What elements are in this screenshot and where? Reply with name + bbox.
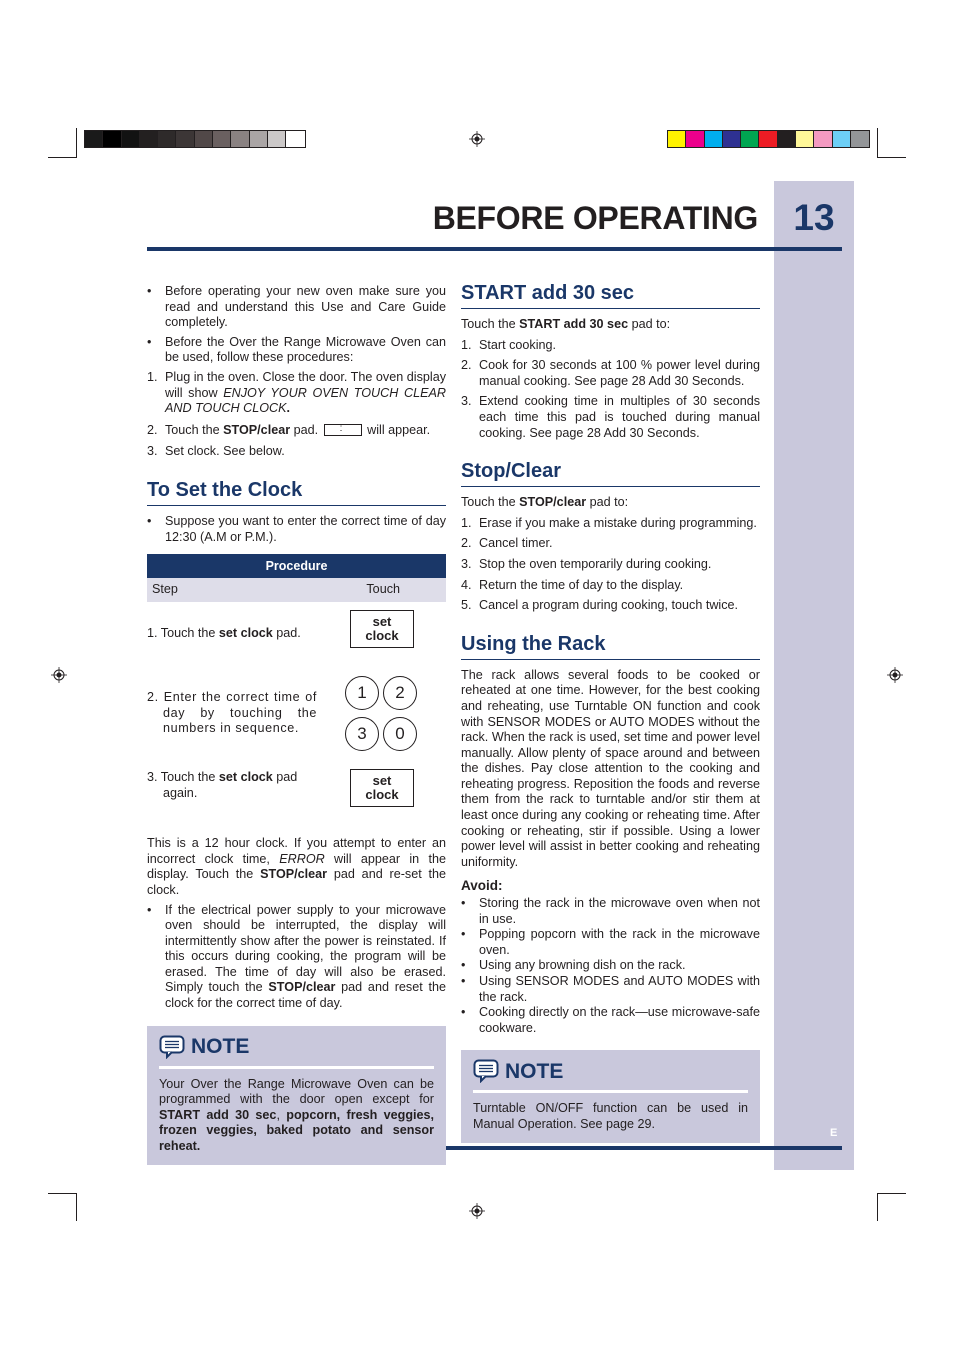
list-item: 5. Cancel a program during cooking, touch twice.: [461, 598, 739, 613]
color-swatch: [103, 131, 121, 147]
color-swatch: [158, 131, 176, 147]
section-heading: START add 30 sec: [461, 281, 760, 309]
side-tab: [774, 181, 854, 1170]
color-swatch: [176, 131, 194, 147]
color-swatch: [140, 131, 158, 147]
crop-mark: [48, 157, 76, 158]
crop-mark: [877, 1193, 878, 1221]
language-tab: E: [830, 1127, 838, 1139]
list-item: 4. Return the time of day to the display.: [461, 577, 684, 592]
digit-key-3: 3: [345, 717, 379, 751]
list-item: • Popping popcorn with the rack in the microwave oven.: [461, 927, 760, 957]
display-symbol: :: [324, 424, 362, 436]
set-clock-key: set clock: [350, 769, 414, 807]
table-row: 2. Enter the correct time of day by touching the numbers in sequence. 1 2 3 0: [147, 666, 446, 754]
header-rule: [147, 247, 842, 251]
note-text: Turntable ON/OFF function can be used in Manual Operation. See page 29.: [473, 1101, 748, 1131]
registration-mark-icon: [469, 1203, 485, 1219]
crop-mark: [76, 128, 77, 158]
color-swatch: [741, 131, 759, 147]
crop-mark: [48, 1193, 76, 1194]
color-swatch: [796, 131, 814, 147]
color-swatch: [213, 131, 231, 147]
avoid-label: Avoid:: [461, 878, 503, 894]
digit-key-0: 0: [383, 717, 417, 751]
table-header: Step Touch: [147, 578, 446, 602]
crop-mark: [877, 128, 878, 158]
note-box: [461, 1050, 760, 1142]
section-heading: To Set the Clock: [147, 478, 446, 506]
registration-mark-icon: [887, 667, 903, 683]
process-color-bar: [667, 130, 870, 148]
left-column: [147, 284, 446, 1165]
list-item: 3. Set clock. See below.: [147, 444, 285, 459]
table-row: 1. Touch the set clock pad. set clock: [147, 602, 446, 666]
procedure-table: [147, 554, 446, 820]
note-label: NOTE: [505, 1059, 564, 1083]
list-item: • Storing the rack in the microwave oven when not in use.: [461, 896, 760, 926]
paragraph: Touch the STOP/clear pad to:: [461, 495, 629, 510]
color-swatch: [231, 131, 249, 147]
section-heading: Using the Rack: [461, 632, 760, 660]
paragraph: This is a 12 hour clock. If you attempt to enter an incorrect clock time, ERROR will appear in the display. Touch the STOP/clear pad and re-set the clock.: [147, 836, 447, 897]
color-swatch: [122, 131, 140, 147]
crop-mark: [878, 1193, 906, 1194]
list-item: 1. Erase if you make a mistake during programming.: [461, 515, 757, 530]
color-swatch: [759, 131, 777, 147]
list-item: 3. Stop the oven temporarily during cooking.: [461, 556, 712, 571]
list-item: 1. Plug in the oven. Close the door. The oven display will show ENJOY YOUR OVEN TOUCH CLEAR AND TOUCH CLOCK.: [147, 369, 446, 416]
color-swatch: [195, 131, 213, 147]
note-icon: [473, 1059, 499, 1083]
list-item: 1. Start cooking.: [461, 337, 557, 352]
note-label: NOTE: [191, 1034, 250, 1058]
gray-color-bar: [84, 130, 306, 148]
list-item: 2. Cancel timer.: [461, 536, 553, 551]
table-row: 3. Touch the set clock pad again. set clock: [147, 754, 446, 820]
table-title: Procedure: [147, 554, 446, 578]
registration-mark-icon: [51, 667, 67, 683]
color-swatch: [268, 131, 286, 147]
color-swatch: [85, 131, 103, 147]
crop-mark: [76, 1193, 77, 1221]
note-text: Your Over the Range Microwave Oven can be programmed with the door open except for START add 30 sec, popcorn, fresh veggies, frozen veggies, baked potato and sensor reheat.: [159, 1076, 435, 1154]
list-item: • Cooking directly on the rack—use microwave-safe cookware.: [461, 1005, 760, 1035]
color-swatch: [723, 131, 741, 147]
paragraph: Touch the START add 30 sec pad to:: [461, 317, 671, 331]
list-item: • Using any browning dish on the rack.: [461, 958, 686, 973]
right-column: [461, 281, 760, 1143]
section-heading: Stop/Clear: [461, 459, 760, 487]
crop-mark: [878, 157, 906, 158]
list-item: • Before the Over the Range Microwave Oven can be used, follow these procedures:: [147, 334, 446, 365]
list-item: 3. Extend cooking time in multiples of 30 seconds each time this pad is touched during manual cooking. See page 28 Add 30 Seconds.: [461, 394, 760, 440]
registration-mark-icon: [469, 131, 485, 147]
page-number: 13: [793, 197, 835, 238]
color-swatch: [814, 131, 832, 147]
paragraph: The rack allows several foods to be cooked or reheated at one time. However, for the best cooking and reheating, use Turntable ON function and cook with SENSOR MODES or AUTO MODES without the rack. When the rack is used, set time and power level manually. Allow plenty of space around and between the dishes. Pay close attention to the cooking and reheating progress. Reposition the foods and reverse them from the rack to turntable and/or stir them at least once during any cooking or reheating time. After cooking or reheating, stir if possible. Using a lower power level will assist in better cooking and reheating uniformity.: [461, 667, 760, 869]
list-item: • Using SENSOR MODES and AUTO MODES with the rack.: [461, 974, 760, 1004]
digit-key-1: 1: [345, 676, 379, 710]
list-item: • If the electrical power supply to your microwave oven should be interrupted, the display will intermittently show after the power is reinstated. If this occurs during cooking, the program will be erased. The time of day will also be erased. Simply touch the STOP/clear pad and reset the clock for the correct time of day.: [147, 902, 446, 1011]
color-swatch: [705, 131, 723, 147]
color-swatch: [778, 131, 796, 147]
color-swatch: [833, 131, 851, 147]
note-box: [147, 1026, 446, 1165]
set-clock-key: set clock: [350, 610, 414, 648]
list-item: • Before operating your new oven make sure you read and understand this Use and Care Guide completely.: [147, 284, 446, 330]
digit-key-2: 2: [383, 676, 417, 710]
color-swatch: [250, 131, 268, 147]
list-item: 2. Touch the STOP/clear pad. : will appear.: [147, 422, 431, 437]
list-item: • Suppose you want to enter the correct time of day 12:30 (A.M or P.M.).: [147, 513, 446, 544]
note-icon: [159, 1035, 185, 1059]
color-swatch: [851, 131, 869, 147]
list-item: 2. Cook for 30 seconds at 100 % power level during manual cooking. See page 28 Add 30 Seconds.: [461, 358, 760, 388]
color-swatch: [668, 131, 686, 147]
color-swatch: [686, 131, 704, 147]
page-title: BEFORE OPERATING: [432, 200, 758, 236]
color-swatch: [286, 131, 304, 147]
